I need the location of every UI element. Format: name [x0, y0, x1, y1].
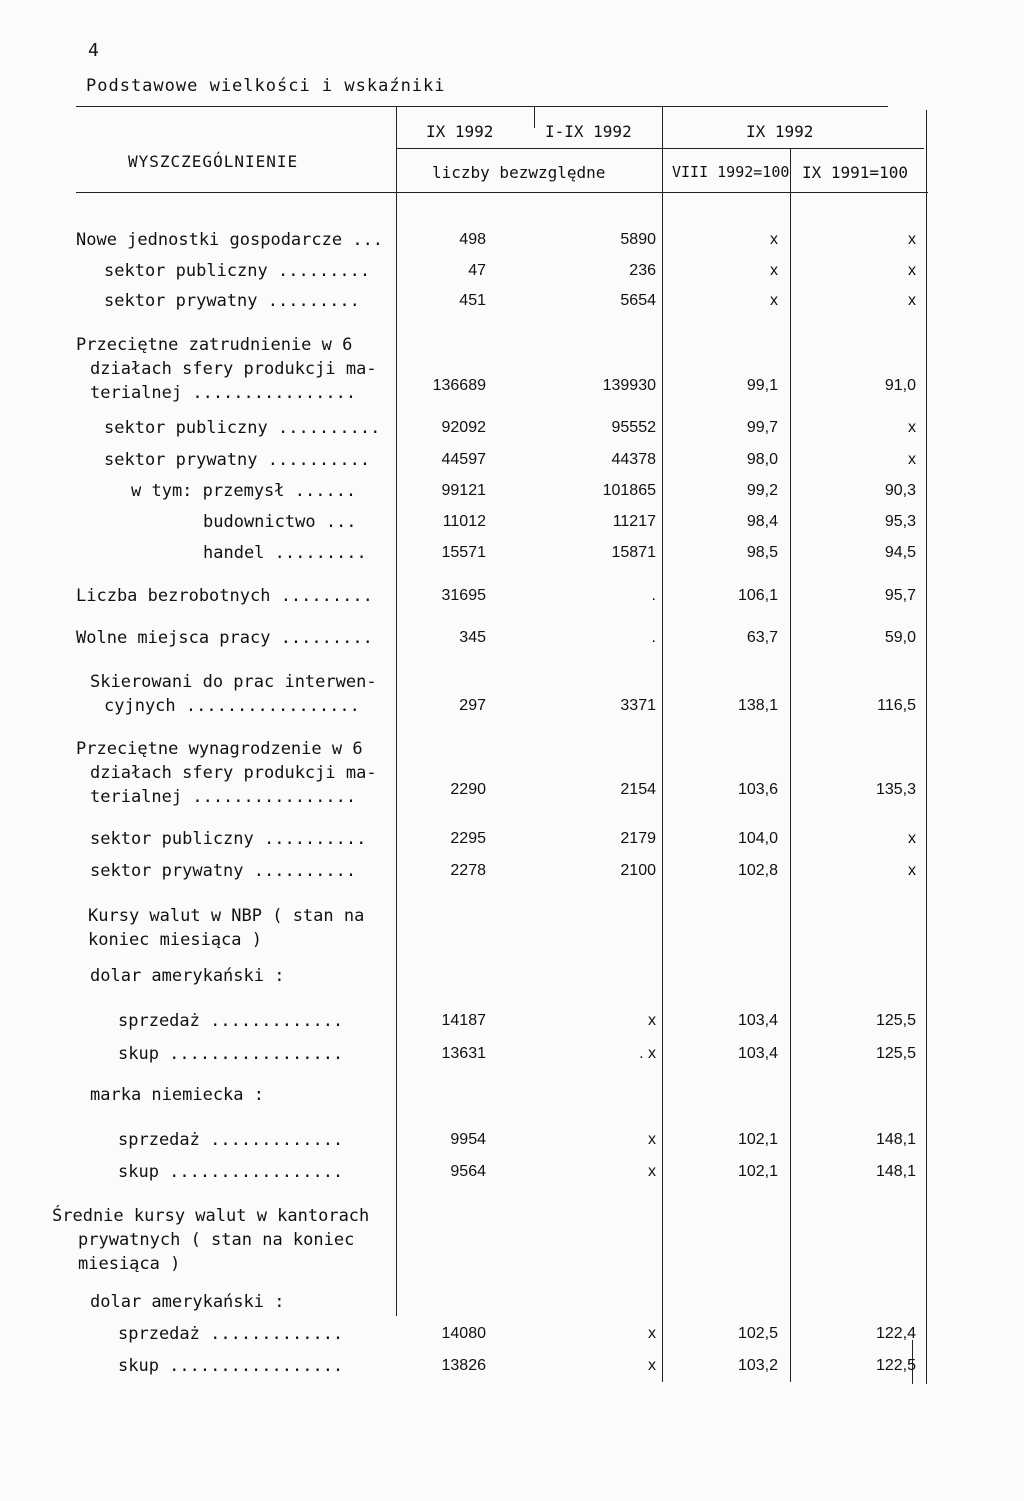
- cell-ix1991-index: 95,3: [884, 513, 916, 530]
- row-label: [76, 333, 377, 405]
- stub-divider: [396, 106, 397, 1316]
- label-line: działach sfery produkcji ma-: [90, 359, 377, 379]
- row-label: sektor prywatny .........: [104, 291, 360, 311]
- cell-ix1991-index: x: [908, 419, 916, 436]
- cell-ix1991-index: 91,0: [884, 377, 916, 394]
- cell-i-ix1992: 3371: [620, 697, 656, 714]
- cell-viii-index: 103,4: [737, 1045, 778, 1062]
- label-line: Skierowani do prac interwen-: [90, 672, 377, 692]
- header-mid-rule: [396, 148, 924, 149]
- cell-ix1992: 13826: [441, 1357, 486, 1374]
- col-divider-2: [662, 106, 663, 1382]
- cell-ix1991-index: 148,1: [875, 1131, 916, 1148]
- cell-ix1991-index: 122,4: [875, 1325, 916, 1342]
- cell-ix1992: 498: [459, 231, 486, 248]
- label-line: Przeciętne zatrudnienie w 6: [76, 335, 353, 355]
- cell-viii-index: 103,4: [737, 1012, 778, 1029]
- cell-i-ix1992: 44378: [611, 451, 656, 468]
- row-label: Nowe jednostki gospodarcze ...: [76, 230, 384, 250]
- cell-ix1991-index: 95,7: [884, 587, 916, 604]
- row-label: budownictwo ...: [203, 512, 357, 532]
- cell-ix1992: 2295: [450, 830, 486, 847]
- header-bottom-rule: [76, 192, 928, 193]
- cell-ix1992: 451: [459, 292, 486, 309]
- cell-viii-index: 102,1: [737, 1131, 778, 1148]
- label-line: Przeciętne wynagrodzenie w 6: [76, 739, 363, 759]
- cell-i-ix1992: 95552: [611, 419, 656, 436]
- label-line: koniec miesiąca ): [88, 930, 262, 950]
- row-label: w tym: przemysł ......: [131, 481, 357, 501]
- cell-viii-index: 103,2: [737, 1357, 778, 1374]
- cell-ix1991-index: 90,3: [884, 482, 916, 499]
- label-line: cyjnych .................: [104, 696, 360, 716]
- cell-ix1992: 2290: [450, 781, 486, 798]
- cell-i-ix1992: 236: [629, 262, 656, 279]
- row-label: sektor publiczny ..........: [104, 418, 381, 438]
- cell-viii-index: 98,0: [746, 451, 778, 468]
- cell-ix1992: 31695: [441, 587, 486, 604]
- cell-viii-index: x: [770, 231, 778, 248]
- cell-ix1991-index: x: [908, 292, 916, 309]
- header-ix-1992-index: IX 1992: [746, 122, 814, 141]
- cell-i-ix1992: 5890: [620, 231, 656, 248]
- cell-i-ix1992: 139930: [602, 377, 656, 394]
- cell-ix1992: 136689: [432, 377, 486, 394]
- cell-viii-index: 63,7: [746, 629, 778, 646]
- header-i-ix-1992: I-IX 1992: [545, 122, 632, 141]
- cell-ix1991-index: 116,5: [877, 697, 916, 714]
- cell-viii-index: 104,0: [737, 830, 778, 847]
- header-absolute-numbers: liczby bezwzględne: [432, 163, 606, 182]
- page-number: 4: [88, 40, 99, 61]
- cell-viii-index: 103,6: [737, 781, 778, 798]
- row-label: sprzedaż .............: [118, 1130, 344, 1150]
- cell-ix1992: 297: [459, 697, 486, 714]
- cell-ix1991-index: 94,5: [884, 544, 916, 561]
- cell-ix1992: 9564: [450, 1163, 486, 1180]
- cell-ix1991-index: x: [908, 262, 916, 279]
- label-line: działach sfery produkcji ma-: [90, 763, 377, 783]
- cell-i-ix1992: x: [648, 1012, 656, 1029]
- cell-viii-index: x: [770, 262, 778, 279]
- cell-ix1991-index: 125,5: [875, 1045, 916, 1062]
- row-label: Wolne miejsca pracy .........: [76, 628, 373, 648]
- cell-i-ix1992: 15871: [611, 544, 656, 561]
- cell-i-ix1992: 2100: [620, 862, 656, 879]
- cell-viii-index: 99,2: [746, 482, 778, 499]
- row-label: dolar amerykański :: [90, 966, 285, 986]
- header-viii-1992-100: VIII 1992=100: [672, 163, 790, 181]
- cell-ix1992: 2278: [450, 862, 486, 879]
- row-label: sprzedaż .............: [118, 1324, 344, 1344]
- page-title: Podstawowe wielkości i wskaźniki: [86, 76, 446, 96]
- cell-ix1992: 13631: [441, 1045, 486, 1062]
- label-line: terialnej ................: [90, 383, 357, 403]
- cell-viii-index: 106,1: [737, 587, 778, 604]
- cell-ix1992: 14080: [441, 1325, 486, 1342]
- cell-ix1991-index: x: [908, 862, 916, 879]
- cell-viii-index: 99,7: [746, 419, 778, 436]
- col-divider-1: [534, 106, 535, 128]
- row-label: [90, 670, 377, 718]
- cell-i-ix1992: . x: [639, 1045, 656, 1062]
- cell-i-ix1992: 11217: [612, 513, 656, 530]
- row-label: sektor prywatny ..........: [90, 861, 357, 881]
- row-label: sektor publiczny ..........: [90, 829, 367, 849]
- cell-viii-index: 99,1: [746, 377, 778, 394]
- cell-ix1992: 9954: [450, 1131, 486, 1148]
- cell-i-ix1992: 101865: [602, 482, 656, 499]
- cell-ix1991-index: 148,1: [875, 1163, 916, 1180]
- cell-viii-index: 138,1: [737, 697, 778, 714]
- cell-i-ix1992: .: [651, 629, 656, 646]
- col-divider-3: [790, 148, 791, 1382]
- label-line: prywatnych ( stan na koniec: [78, 1230, 355, 1250]
- row-label: [52, 1204, 369, 1276]
- cell-ix1991-index: 125,5: [875, 1012, 916, 1029]
- cell-ix1992: 92092: [441, 419, 486, 436]
- cell-ix1992: 14187: [441, 1012, 486, 1029]
- row-label: dolar amerykański :: [90, 1292, 285, 1312]
- cell-ix1992: 99121: [441, 482, 486, 499]
- cell-ix1991-index: 122,5: [875, 1357, 916, 1374]
- cell-i-ix1992: x: [648, 1357, 656, 1374]
- cell-ix1992: 345: [459, 629, 486, 646]
- cell-ix1992: 44597: [441, 451, 486, 468]
- cell-i-ix1992: x: [648, 1131, 656, 1148]
- cell-viii-index: 98,5: [746, 544, 778, 561]
- header-stub: WYSZCZEGÓLNIENIE: [128, 152, 299, 171]
- label-line: Średnie kursy walut w kantorach: [52, 1206, 370, 1226]
- label-line: Kursy walut w NBP ( stan na: [88, 906, 365, 926]
- label-line: terialnej ................: [90, 787, 357, 807]
- row-label: skup .................: [118, 1044, 344, 1064]
- col-divider-4: [926, 110, 927, 1384]
- row-label: sprzedaż .............: [118, 1011, 344, 1031]
- header-ix-1991-100: IX 1991=100: [802, 163, 908, 182]
- cell-i-ix1992: 5654: [620, 292, 656, 309]
- row-label: [88, 904, 364, 952]
- cell-ix1991-index: x: [908, 231, 916, 248]
- cell-ix1991-index: 135,3: [875, 781, 916, 798]
- cell-viii-index: 102,5: [737, 1325, 778, 1342]
- cell-i-ix1992: 2179: [620, 830, 656, 847]
- row-label: Liczba bezrobotnych .........: [76, 586, 373, 606]
- table-top-rule: [76, 106, 888, 107]
- cell-ix1992: 15571: [441, 544, 486, 561]
- cell-ix1992: 11012: [442, 513, 486, 530]
- cell-i-ix1992: .: [651, 587, 656, 604]
- cell-viii-index: 102,1: [737, 1163, 778, 1180]
- cell-ix1991-index: x: [908, 830, 916, 847]
- header-ix-1992: IX 1992: [426, 122, 494, 141]
- label-line: miesiąca ): [78, 1254, 181, 1274]
- cell-i-ix1992: x: [648, 1163, 656, 1180]
- cell-viii-index: x: [770, 292, 778, 309]
- row-label: sektor publiczny .........: [104, 261, 371, 281]
- cell-i-ix1992: 2154: [620, 781, 656, 798]
- row-label: handel .........: [203, 543, 367, 563]
- cell-ix1991-index: 59,0: [884, 629, 916, 646]
- row-label: skup .................: [118, 1162, 344, 1182]
- cell-ix1992: 47: [468, 262, 486, 279]
- cell-ix1991-index: x: [908, 451, 916, 468]
- cell-i-ix1992: x: [648, 1325, 656, 1342]
- cell-viii-index: 98,4: [746, 513, 778, 530]
- row-label: [76, 737, 377, 809]
- row-label: marka niemiecka :: [90, 1085, 264, 1105]
- row-label: skup .................: [118, 1356, 344, 1376]
- cell-viii-index: 102,8: [737, 862, 778, 879]
- row-label: sektor prywatny ..........: [104, 450, 371, 470]
